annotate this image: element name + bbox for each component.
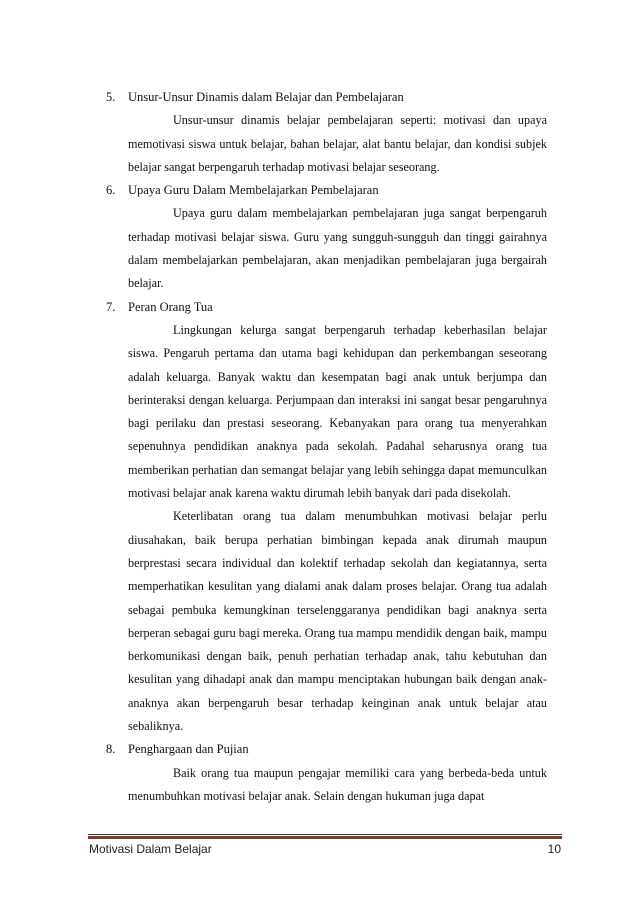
- section-heading: [0, 738, 638, 761]
- footer-rule-thick: [88, 836, 562, 839]
- paragraph: Lingkungan kelurga sangat berpengaruh terhadap keberhasilan belajar siswa. Pengaruh pertama dan utama bagi kehidupan dan perkembangan seseorang adalah keluarga. Banyak waktu dan kesempatan bagi anak untuk berjumpa dan berinteraksi dengan keluarga. Perjumpaan dan interaksi ini sangat besar pengaruhnya bagi perilaku dan prestasi seseorang. Kebanyakan para orang tua menyerahkan sepenuhnya pendidikan anaknya pada sekolah. Padahal seharusnya orang tua memberikan perhatian dan semangat belajar yang lebih sehingga dapat memunculkan motivasi belajar anak karena waktu dirumah lebih banyak dari pada disekolah.: [128, 322, 547, 501]
- section-title: Peran Orang Tua: [128, 299, 213, 314]
- section-heading: [0, 86, 638, 109]
- section-number: 5.: [106, 90, 116, 104]
- footer-rule-thin: [88, 834, 562, 835]
- paragraph: Upaya guru dalam membelajarkan pembelajaran juga sangat berpengaruh terhadap motivasi belajar siswa. Guru yang sungguh-sungguh dan tinggi gairahnya dalam membelajarkan pembelajaran, akan menjadikan pembelajaran juga bergairah belajar.: [128, 206, 547, 291]
- footer-title: Motivasi Dalam Belajar: [89, 842, 212, 856]
- page-number: 10: [547, 842, 561, 856]
- section-number: 8.: [106, 742, 116, 757]
- page-body: [0, 86, 638, 808]
- section-number: 6.: [106, 183, 116, 198]
- paragraph: Unsur-unsur dinamis belajar pembelajaran seperti: motivasi dan upaya memotivasi siswa untuk belajar, bahan belajar, alat bantu belajar, dan kondisi subjek belajar sangat berpengaruh terhadap motivasi belajar seseorang.: [128, 113, 547, 174]
- section-title: Upaya Guru Dalam Membelajarkan Pembelajaran: [128, 183, 379, 198]
- section-title: Penghargaan dan Pujian: [128, 742, 249, 757]
- footer-rule: [88, 834, 562, 839]
- section-number: 7.: [106, 299, 116, 314]
- section-heading: [0, 296, 638, 319]
- section-heading: [0, 179, 638, 202]
- section-title: Unsur-Unsur Dinamis dalam Belajar dan Pembelajaran: [128, 90, 404, 104]
- paragraph: Baik orang tua maupun pengajar memiliki cara yang berbeda-beda untuk menumbuhkan motivasi belajar anak. Selain dengan hukuman juga dapat: [128, 765, 547, 803]
- paragraph: Keterlibatan orang tua dalam menumbuhkan motivasi belajar perlu diusahakan, baik berupa perhatian bimbingan kepada anak dirumah maupun berprestasi secara individual dan kolektif terhadap sekolah dan kegiatannya, serta memperhatikan kesulitan yang dialami anak dalam proses belajar. Orang tua adalah sebagai pembuka kemungkinan terselenggaranya pendidikan bagi anaknya serta berperan sebagai guru bagi mereka. Orang tua mampu mendidik dengan baik, mampu berkomunikasi dengan baik, penuh perhatian terhadap anak, tahu kebutuhan dan kesulitan yang dihadapi anak dan mampu menciptakan hubungan baik dengan anak-anaknya akan berpengaruh besar terhadap keinginan anak untuk belajar atau sebaliknya.: [128, 509, 547, 734]
